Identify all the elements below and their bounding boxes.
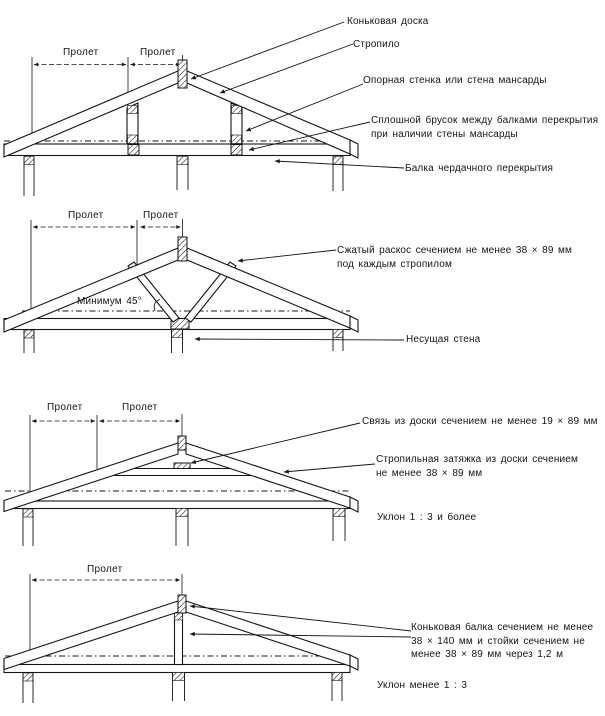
wall-studs (23, 509, 345, 547)
ridge-post (175, 613, 183, 665)
solid-blocking-left (128, 145, 139, 156)
span-dimension-label: Пролет (143, 210, 179, 221)
ridge-beam (178, 595, 186, 613)
diagram-2-compression-struts (4, 219, 404, 353)
label-line: Сжатый раскос сечением не менее 38 × 89 мм (337, 245, 573, 256)
solid-blocking-right (231, 145, 242, 156)
label-minimum-angle: Минимум 45° (77, 296, 142, 307)
label-bearing-wall: Несущая стена (406, 334, 481, 345)
ridge-board (178, 60, 187, 88)
label-line: 38 × 140 мм и стойки сечением не (411, 635, 585, 647)
ridge-board (178, 237, 187, 261)
attic-floor-beam (4, 144, 350, 156)
label-slope-note: Уклон менее 1 : 3 (377, 680, 468, 691)
right-rafter (187, 71, 350, 154)
label-attic-floor-beam: Балка чердачного перекрытия (405, 163, 554, 174)
label-line: Сплошной брусок между балками перекрытия (371, 115, 599, 126)
attic-floor-beam (4, 501, 350, 509)
span-dimension-label: Пролет (68, 210, 104, 221)
span-dimension-label: Пролет (122, 402, 158, 413)
ridge-board (178, 436, 186, 450)
span-dimension-label: Пролет (63, 47, 99, 58)
label-line: при наличии стены мансарды (371, 128, 518, 140)
tie-connection-block (174, 463, 190, 469)
label-ridge-board: Коньковая доска (347, 16, 429, 27)
attic-floor-beam (4, 665, 350, 673)
label-line: не менее 38 × 89 мм (376, 467, 483, 479)
label-solid-blocking (371, 114, 598, 141)
wall-studs (24, 330, 343, 354)
label-ridge-beam-posts (411, 621, 593, 662)
label-compression-strut (337, 244, 572, 271)
span-dimension-label: Пролет (140, 47, 176, 58)
label-slope-note: Уклон 1 : 3 и более (377, 512, 477, 523)
label-line: менее 38 × 89 мм через 1,2 м (411, 649, 564, 660)
label-line: под каждым стропилом (337, 258, 452, 270)
wall-studs (23, 673, 342, 704)
label-rafter: Стропило (353, 39, 400, 50)
label-support-wall: Опорная стенка или стена мансарды (363, 75, 547, 86)
diagram-4-ridge-beam (4, 574, 411, 703)
label-collar-tie (376, 453, 578, 480)
label-line: Стропильная затяжка из доски сечением (376, 454, 578, 465)
label-line: Коньковая балка сечением не менее (411, 622, 594, 633)
label-tie-board: Связь из доски сечением не менее 19 × 89 мм (362, 416, 598, 427)
span-dimension-label: Пролет (47, 402, 83, 413)
span-dimension-label: Пролет (87, 564, 123, 575)
diagram-3-collar-tie (4, 414, 375, 546)
mansard-wall-studs (127, 103, 242, 144)
